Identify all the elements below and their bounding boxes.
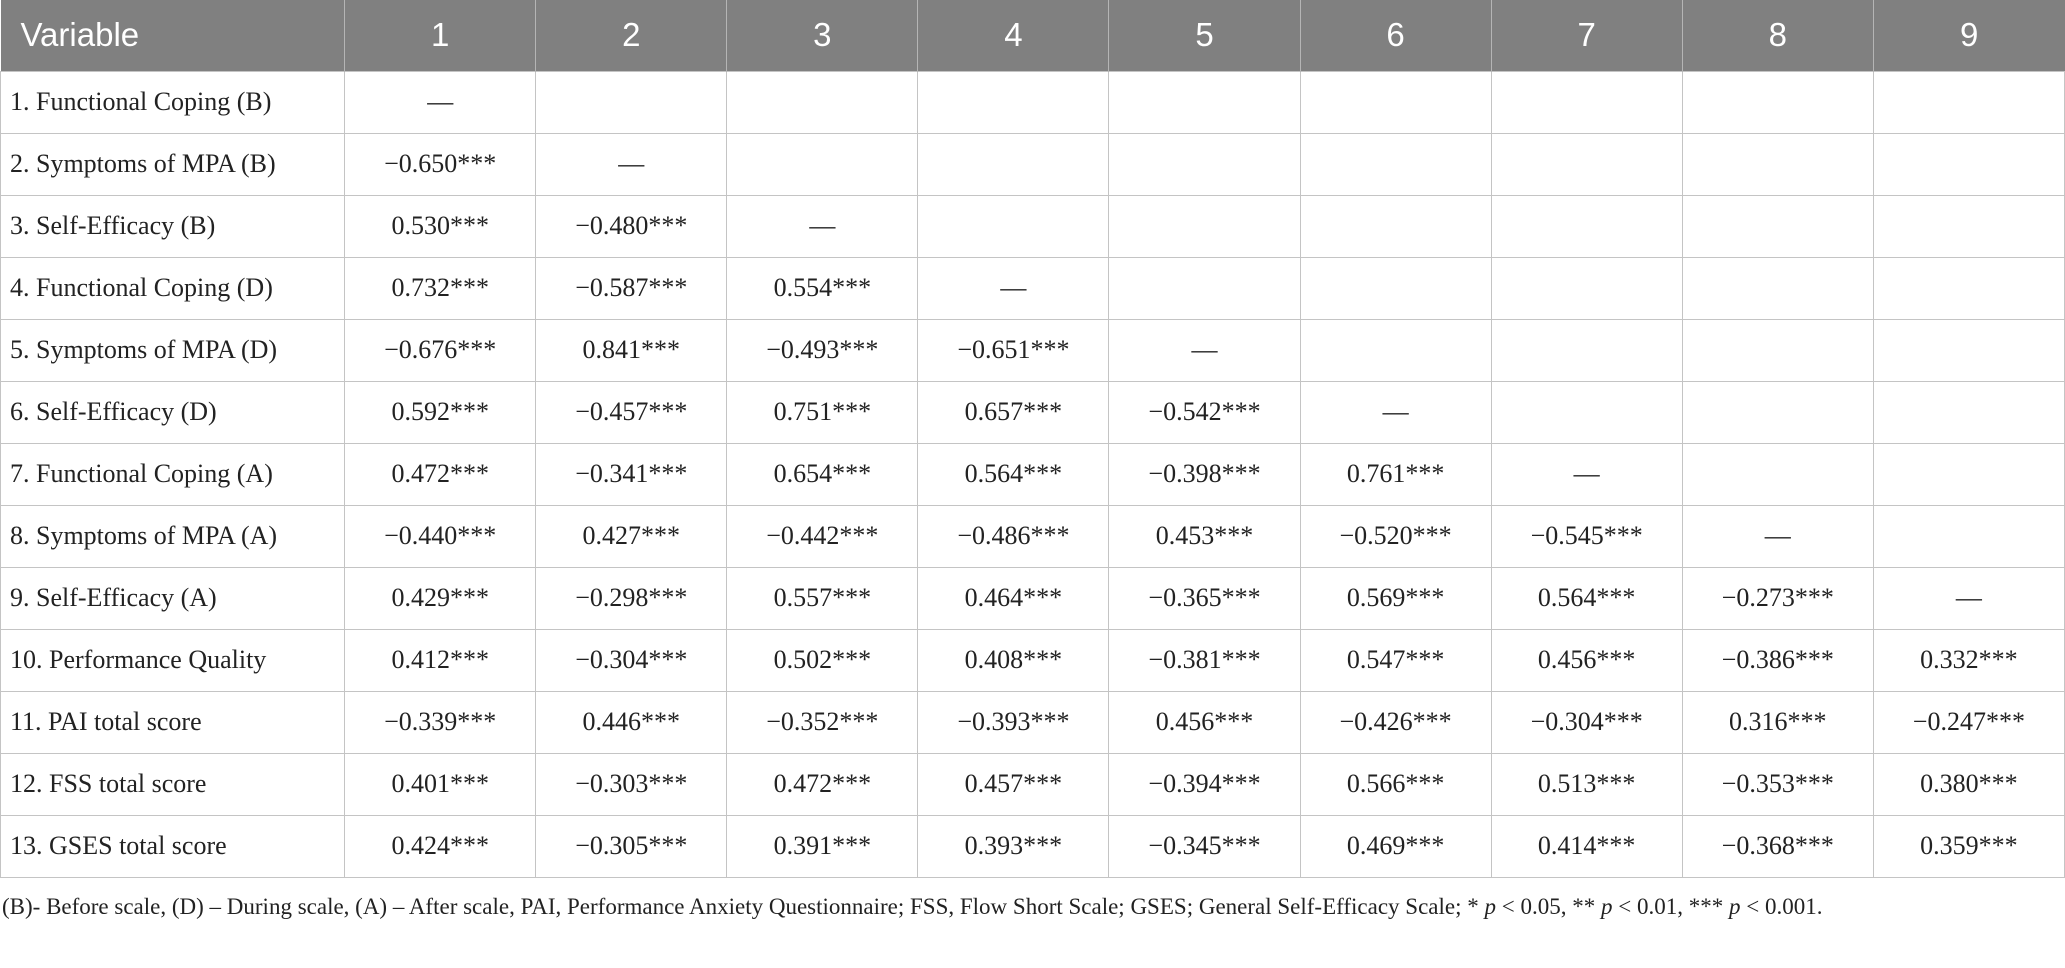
table-cell: 0.429***	[345, 567, 536, 629]
table-cell: 0.472***	[727, 753, 918, 815]
table-cell	[1300, 195, 1491, 257]
table-cell: 0.424***	[345, 815, 536, 877]
table-cell	[1300, 257, 1491, 319]
table-cell	[1491, 71, 1682, 133]
table-cell: −0.381***	[1109, 629, 1300, 691]
table-cell: —	[1491, 443, 1682, 505]
table-cell: 0.657***	[918, 381, 1109, 443]
header-row	[1, 0, 2065, 71]
table-cell: 0.456***	[1491, 629, 1682, 691]
row-label: 9. Self-Efficacy (A)	[1, 567, 345, 629]
table-cell	[918, 133, 1109, 195]
table-cell: −0.305***	[536, 815, 727, 877]
table-cell: 0.446***	[536, 691, 727, 753]
table-cell: 0.564***	[1491, 567, 1682, 629]
table-row	[1, 319, 2065, 381]
table-cell: 0.316***	[1682, 691, 1873, 753]
table-cell	[1682, 319, 1873, 381]
table-cell: −0.304***	[536, 629, 727, 691]
table-cell: 0.412***	[345, 629, 536, 691]
table-cell: —	[918, 257, 1109, 319]
table-cell: −0.273***	[1682, 567, 1873, 629]
table-row	[1, 753, 2065, 815]
table-cell	[1682, 381, 1873, 443]
table-cell	[1491, 257, 1682, 319]
table-cell: −0.398***	[1109, 443, 1300, 505]
table-cell: 0.564***	[918, 443, 1109, 505]
table-cell	[1300, 133, 1491, 195]
header-col-4: 4	[918, 0, 1109, 71]
table-cell	[727, 133, 918, 195]
footnote-p-italic-2: p	[1600, 893, 1613, 919]
row-label: 12. FSS total score	[1, 753, 345, 815]
footnote-sig-threshold-2: < 0.01,	[1612, 893, 1689, 919]
table-cell: —	[1682, 505, 1873, 567]
header-col-8: 8	[1682, 0, 1873, 71]
table-cell: 0.592***	[345, 381, 536, 443]
table-cell: −0.365***	[1109, 567, 1300, 629]
table-row	[1, 691, 2065, 753]
table-cell: 0.554***	[727, 257, 918, 319]
table-cell: −0.442***	[727, 505, 918, 567]
table-cell: 0.472***	[345, 443, 536, 505]
table-footnote	[0, 878, 1984, 924]
row-label: 2. Symptoms of MPA (B)	[1, 133, 345, 195]
table-cell: −0.304***	[1491, 691, 1682, 753]
header-variable: Variable	[1, 0, 345, 71]
table-row	[1, 629, 2065, 691]
table-cell	[1109, 133, 1300, 195]
table-cell: 0.732***	[345, 257, 536, 319]
table-cell: −0.303***	[536, 753, 727, 815]
table-cell	[1873, 133, 2064, 195]
header-col-9: 9	[1873, 0, 2064, 71]
table-cell: 0.513***	[1491, 753, 1682, 815]
table-row	[1, 381, 2065, 443]
table-cell	[727, 71, 918, 133]
table-cell	[536, 71, 727, 133]
table-row	[1, 567, 2065, 629]
table-cell: −0.486***	[918, 505, 1109, 567]
table-cell: —	[1873, 567, 2064, 629]
table-cell	[1682, 133, 1873, 195]
table-cell: −0.440***	[345, 505, 536, 567]
table-row	[1, 133, 2065, 195]
header-col-6: 6	[1300, 0, 1491, 71]
table-cell	[1109, 195, 1300, 257]
table-header	[1, 0, 2065, 71]
table-cell: −0.480***	[536, 195, 727, 257]
table-cell	[1300, 71, 1491, 133]
table-cell: 0.841***	[536, 319, 727, 381]
table-cell: −0.493***	[727, 319, 918, 381]
footnote-sig-star-3: ***	[1688, 893, 1729, 919]
table-body	[1, 71, 2065, 877]
table-cell: 0.566***	[1300, 753, 1491, 815]
table-cell	[918, 71, 1109, 133]
table-cell	[1682, 443, 1873, 505]
row-label: 6. Self-Efficacy (D)	[1, 381, 345, 443]
table-cell	[1491, 195, 1682, 257]
table-cell: 0.380***	[1873, 753, 2064, 815]
table-cell: −0.353***	[1682, 753, 1873, 815]
table-cell	[1491, 133, 1682, 195]
table-cell	[918, 195, 1109, 257]
table-row	[1, 443, 2065, 505]
table-cell: 0.761***	[1300, 443, 1491, 505]
table-row	[1, 815, 2065, 877]
table-cell	[1300, 319, 1491, 381]
row-label: 13. GSES total score	[1, 815, 345, 877]
table-cell: 0.751***	[727, 381, 918, 443]
table-cell: −0.676***	[345, 319, 536, 381]
table-cell: 0.453***	[1109, 505, 1300, 567]
table-cell: 0.427***	[536, 505, 727, 567]
table-cell: 0.457***	[918, 753, 1109, 815]
table-cell	[1682, 257, 1873, 319]
table-cell: 0.391***	[727, 815, 918, 877]
table-cell	[1491, 381, 1682, 443]
footnote-sig-threshold-1: < 0.05,	[1496, 893, 1573, 919]
table-cell	[1873, 443, 2064, 505]
table-cell: −0.393***	[918, 691, 1109, 753]
table-cell	[1682, 71, 1873, 133]
table-cell	[1873, 319, 2064, 381]
table-cell	[1873, 381, 2064, 443]
table-cell: 0.654***	[727, 443, 918, 505]
table-cell: −0.339***	[345, 691, 536, 753]
footnote-sig-threshold-3: < 0.001.	[1740, 893, 1823, 919]
table-cell	[1682, 195, 1873, 257]
header-col-7: 7	[1491, 0, 1682, 71]
table-cell: —	[727, 195, 918, 257]
table-cell: 0.393***	[918, 815, 1109, 877]
table-cell: −0.345***	[1109, 815, 1300, 877]
header-col-3: 3	[727, 0, 918, 71]
table-cell: 0.464***	[918, 567, 1109, 629]
footnote-p-italic-3: p	[1728, 893, 1741, 919]
table-cell: —	[1300, 381, 1491, 443]
table-cell: −0.650***	[345, 133, 536, 195]
table-cell	[1109, 71, 1300, 133]
header-col-1: 1	[345, 0, 536, 71]
table-cell: 0.414***	[1491, 815, 1682, 877]
table-cell: 0.469***	[1300, 815, 1491, 877]
row-label: 3. Self-Efficacy (B)	[1, 195, 345, 257]
table-cell	[1873, 505, 2064, 567]
header-col-5: 5	[1109, 0, 1300, 71]
table-cell: 0.408***	[918, 629, 1109, 691]
table-cell: —	[536, 133, 727, 195]
table-row	[1, 505, 2065, 567]
table-cell: 0.401***	[345, 753, 536, 815]
table-cell: −0.394***	[1109, 753, 1300, 815]
table-cell: −0.247***	[1873, 691, 2064, 753]
table-cell: −0.542***	[1109, 381, 1300, 443]
row-label: 4. Functional Coping (D)	[1, 257, 345, 319]
table-cell: −0.520***	[1300, 505, 1491, 567]
table-cell: 0.456***	[1109, 691, 1300, 753]
table-row	[1, 195, 2065, 257]
row-label: 10. Performance Quality	[1, 629, 345, 691]
row-label: 7. Functional Coping (A)	[1, 443, 345, 505]
table-cell: 0.502***	[727, 629, 918, 691]
table-cell: −0.426***	[1300, 691, 1491, 753]
table-cell: −0.545***	[1491, 505, 1682, 567]
table-cell: −0.457***	[536, 381, 727, 443]
table-cell: −0.386***	[1682, 629, 1873, 691]
table-cell: 0.557***	[727, 567, 918, 629]
table-cell	[1873, 71, 2064, 133]
row-label: 5. Symptoms of MPA (D)	[1, 319, 345, 381]
table-cell: −0.651***	[918, 319, 1109, 381]
row-label: 1. Functional Coping (B)	[1, 71, 345, 133]
table-cell	[1873, 257, 2064, 319]
table-cell: −0.368***	[1682, 815, 1873, 877]
table-cell: −0.341***	[536, 443, 727, 505]
footnote-sig-star-2: **	[1572, 893, 1601, 919]
table-cell: −0.587***	[536, 257, 727, 319]
table-cell: —	[1109, 319, 1300, 381]
table-cell: −0.298***	[536, 567, 727, 629]
table-cell: 0.332***	[1873, 629, 2064, 691]
table-cell	[1491, 319, 1682, 381]
table-cell	[1873, 195, 2064, 257]
table-row	[1, 71, 2065, 133]
table-cell: —	[345, 71, 536, 133]
footnote-abbreviations: (B)- Before scale, (D) – During scale, (A) – After scale, PAI, Performance Anxiety Questionnaire; FSS, Flow Short Scale; GSES; General Self-Efficacy Scale;	[2, 893, 1468, 919]
table-row	[1, 257, 2065, 319]
table-cell	[1109, 257, 1300, 319]
footnote-sig-star-1: *	[1467, 893, 1485, 919]
table-cell: 0.359***	[1873, 815, 2064, 877]
table-cell: 0.569***	[1300, 567, 1491, 629]
table-cell: 0.547***	[1300, 629, 1491, 691]
footnote-p-italic-1: p	[1484, 893, 1496, 919]
table-cell: −0.352***	[727, 691, 918, 753]
row-label: 11. PAI total score	[1, 691, 345, 753]
header-col-2: 2	[536, 0, 727, 71]
row-label: 8. Symptoms of MPA (A)	[1, 505, 345, 567]
table-cell: 0.530***	[345, 195, 536, 257]
